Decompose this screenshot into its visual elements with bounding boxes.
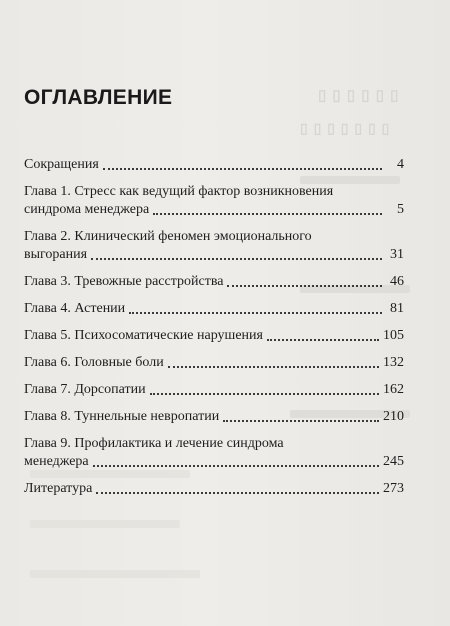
toc-entry-title: Глава 7. Дорсопатии [24, 382, 146, 397]
toc-entry[interactable] [24, 354, 404, 372]
toc-entry[interactable] [24, 327, 404, 345]
dot-leader [150, 392, 379, 395]
dot-leader [93, 464, 379, 467]
dot-leader [223, 419, 379, 422]
toc-entry-title: синдрома менеджера [24, 202, 150, 217]
toc-entry[interactable] [24, 183, 404, 219]
show-through-line [30, 520, 180, 528]
toc-entry[interactable] [24, 156, 404, 174]
toc-entry[interactable] [24, 273, 404, 291]
toc-entry-title: Глава 4. Астении [24, 301, 126, 316]
dot-leader [96, 491, 379, 494]
toc-page-number: 105 [383, 328, 404, 343]
dot-leader [267, 338, 379, 341]
table-of-contents [24, 150, 404, 498]
toc-entry-title: менеджера [24, 454, 89, 469]
toc-page-number: 31 [390, 247, 404, 262]
toc-page-number: 46 [390, 274, 404, 289]
dot-leader [153, 212, 382, 215]
toc-page-number: 162 [383, 382, 404, 397]
toc-entry-title: Глава 8. Туннельные невропатии [24, 409, 220, 424]
show-through-text: ▯ ▯ ▯ ▯ ▯ ▯ [318, 87, 400, 104]
toc-entry-title-line: Глава 1. Стресс как ведущий фактор возникновения [24, 184, 334, 199]
toc-entry[interactable] [24, 480, 404, 498]
toc-page-number: 132 [383, 355, 404, 370]
toc-entry[interactable] [24, 435, 404, 471]
dot-leader [129, 311, 382, 314]
toc-entry-title: Глава 3. Тревожные расстройства [24, 274, 224, 289]
dot-leader [227, 284, 382, 287]
toc-entry-title: выгорания [24, 247, 88, 262]
page-title: ОГЛАВЛЕНИЕ [24, 86, 173, 109]
toc-page-number: 4 [397, 157, 404, 172]
dot-leader [103, 167, 382, 170]
toc-page-number: 210 [383, 409, 404, 424]
show-through-text: ▯ ▯ ▯ ▯ ▯ ▯ ▯ [300, 120, 391, 136]
toc-entry[interactable] [24, 228, 404, 264]
toc-entry-title: Глава 6. Головные боли [24, 355, 164, 370]
toc-entry-title: Литература [24, 481, 93, 496]
dot-leader [168, 365, 379, 368]
toc-page-number: 273 [383, 481, 404, 496]
toc-entry-title-line: Глава 9. Профилактика и лечение синдрома [24, 436, 284, 451]
show-through-line [30, 570, 200, 578]
toc-entry[interactable] [24, 381, 404, 399]
toc-entry[interactable] [24, 300, 404, 318]
toc-page-number: 81 [390, 301, 404, 316]
toc-page-number: 5 [397, 202, 404, 217]
toc-entry-title: Сокращения [24, 157, 99, 172]
toc-entry-title: Глава 5. Психосоматические нарушения [24, 328, 263, 343]
toc-entry-title-line: Глава 2. Клинический феномен эмоционального [24, 229, 312, 244]
toc-page-number: 245 [383, 454, 404, 469]
toc-entry[interactable] [24, 408, 404, 426]
dot-leader [91, 257, 382, 260]
